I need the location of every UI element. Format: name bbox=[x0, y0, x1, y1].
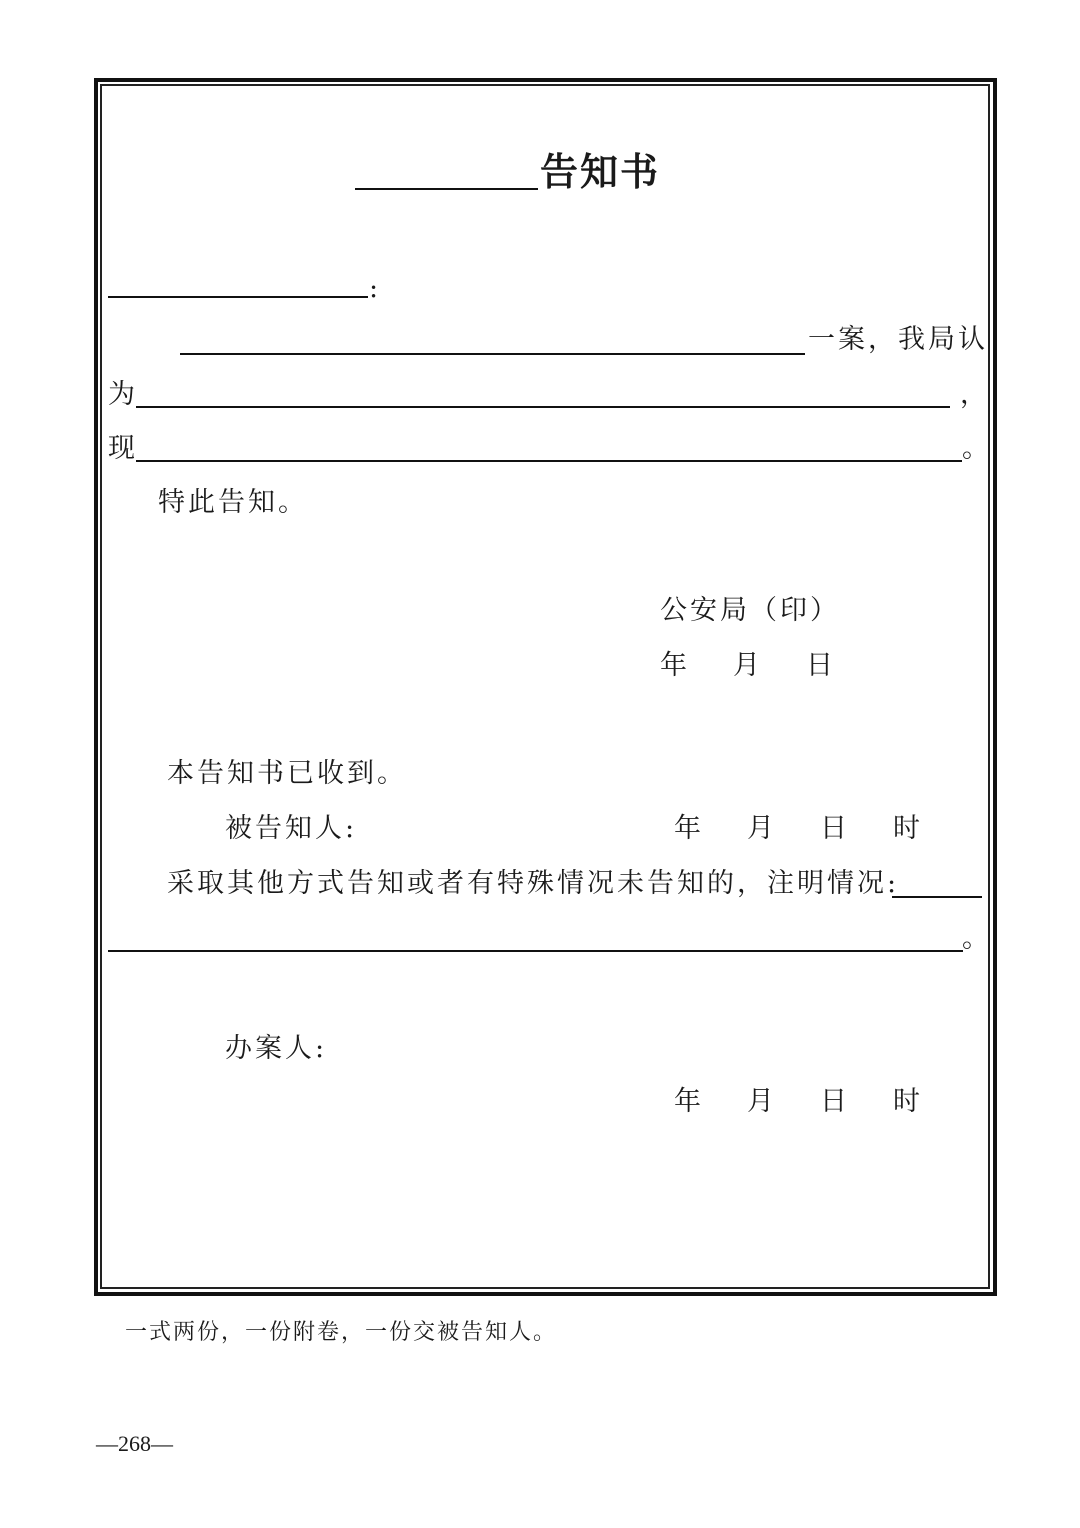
handler-date-hour: 时 bbox=[893, 1086, 923, 1117]
addressee-colon: : bbox=[369, 273, 382, 304]
issuer-date-month: 月 bbox=[733, 650, 763, 681]
receipt-date-month: 月 bbox=[747, 813, 777, 844]
reason-prefix: 为 bbox=[108, 379, 138, 410]
other-method-note: 采取其他方式告知或者有特殊情况未告知的，注明情况: bbox=[167, 868, 900, 899]
issuer-date-day: 日 bbox=[806, 650, 836, 681]
handler-date-day: 日 bbox=[820, 1086, 850, 1117]
title-blank-line bbox=[355, 188, 538, 190]
now-prefix: 现 bbox=[108, 433, 138, 464]
case-blank-line bbox=[180, 353, 805, 355]
now-blank-line bbox=[136, 460, 962, 462]
issuer-date-year: 年 bbox=[660, 650, 690, 681]
other-method-end: 。 bbox=[962, 923, 992, 954]
page-number: —268— bbox=[96, 1431, 173, 1456]
reason-suffix: ， bbox=[960, 379, 990, 410]
now-suffix: 。 bbox=[962, 433, 992, 464]
receipt-date-year: 年 bbox=[674, 813, 704, 844]
addressee-blank-line bbox=[108, 296, 368, 298]
receipt-date-day: 日 bbox=[820, 813, 850, 844]
handler-date-month: 月 bbox=[747, 1086, 777, 1117]
receipt-statement: 本告知书已收到。 bbox=[167, 758, 407, 789]
receipt-date-hour: 时 bbox=[893, 813, 923, 844]
case-line-suffix: 一案，我局认 bbox=[808, 324, 988, 355]
form-inner-border bbox=[100, 84, 990, 1289]
notified-person-label: 被告知人: bbox=[225, 813, 358, 844]
form-title: 告知书 bbox=[540, 149, 661, 194]
issuer-seal: 公安局（印） bbox=[660, 595, 840, 626]
copies-note: 一式两份，一份附卷，一份交被告知人。 bbox=[125, 1320, 558, 1345]
handler-date-year: 年 bbox=[674, 1086, 704, 1117]
handler-label: 办案人: bbox=[225, 1033, 328, 1064]
other-method-blank-line bbox=[892, 896, 982, 898]
reason-blank-line bbox=[136, 406, 950, 408]
closing-text: 特此告知。 bbox=[158, 487, 308, 518]
other-method-blank-line-2 bbox=[108, 950, 963, 952]
